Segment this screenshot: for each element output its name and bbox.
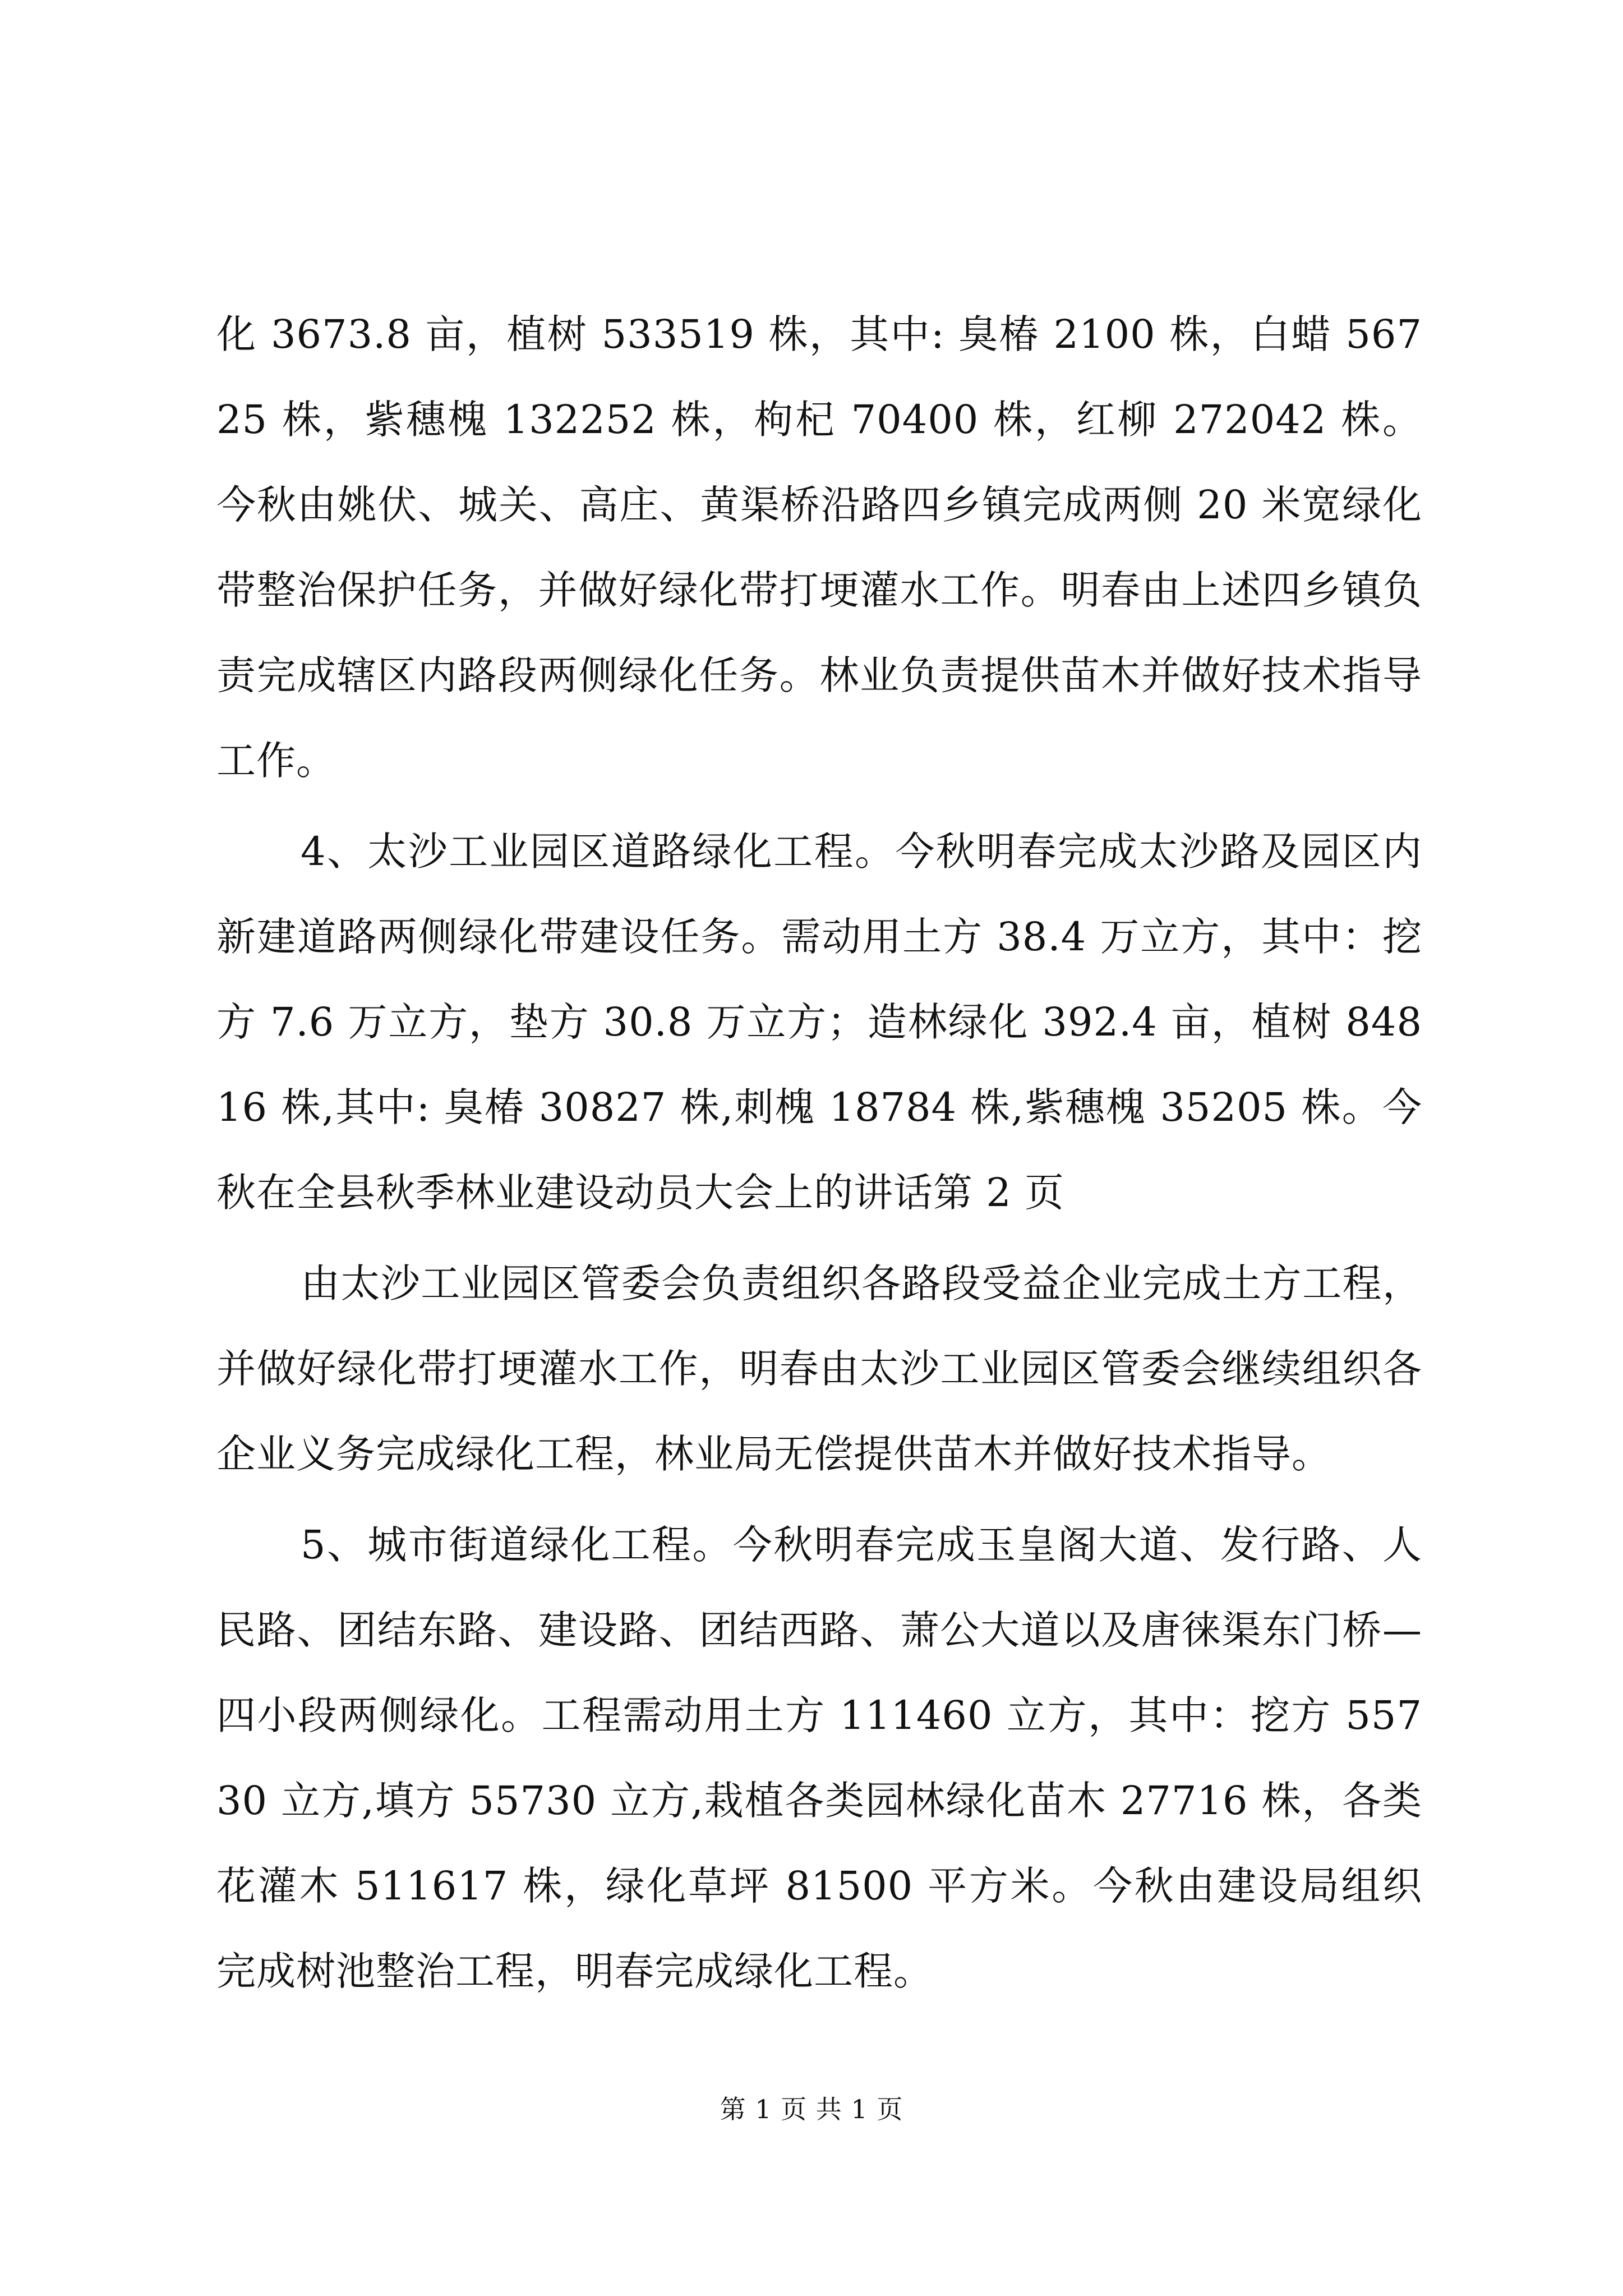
paragraph-continuation: 化 3673.8 亩，植树 533519 株，其中: 臭椿 2100 株，白蜡 56725 株，紫穗槐 132252 株，枸杞 70400 株，红柳 272042 株。今秋由姚伏、城关、高庄、黄渠桥沿路四乡镇完成两侧 20 米宽绿化带整治保护任务，并做好绿化带打埂灌水工作。明春由上述四乡镇负责完成辖区内路段两侧绿化任务。林业负责提供苗木并做好技术指导工作。 — [216, 311, 1422, 784]
page-footer: 第 1 页 共 1 页 — [720, 2094, 903, 2124]
paragraph-item-4: 4、太沙工业园区道路绿化工程。今秋明春完成太沙路及园区内新建道路两侧绿化带建设任务。需动用土方 38.4 万立方，其中：挖方 7.6 万立方，垫方 30.8 万立方；造林绿化 392.4 亩，植树 84816 株,其中: 臭椿 30827 株,刺槐 18784 株,紫穗槐 35205 株。今秋在全县秋季林业建设动员大会上的讲话第 2 页 — [216, 829, 1422, 1216]
document-body — [216, 292, 1422, 2014]
paragraph-item-4-continued: 由太沙工业园区管委会负责组织各路段受益企业完成土方工程，并做好绿化带打埂灌水工作，明春由太沙工业园区管委会继续组织各企业义务完成绿化工程，林业局无偿提供苗木并做好技术指导。 — [216, 1260, 1422, 1477]
paragraph-item-5: 5、城市街道绿化工程。今秋明春完成玉皇阁大道、发行路、人民路、团结东路、建设路、团结西路、萧公大道以及唐徕渠东门桥—四小段两侧绿化。工程需动用土方 111460 立方，其中：挖方 55730 立方,填方 55730 立方,栽植各类园林绿化苗木 27716 株，各类花灌木 511617 株，绿化草坪 81500 平方米。今秋由建设局组织完成树池整治工程，明春完成绿化工程。 — [216, 1522, 1422, 1994]
